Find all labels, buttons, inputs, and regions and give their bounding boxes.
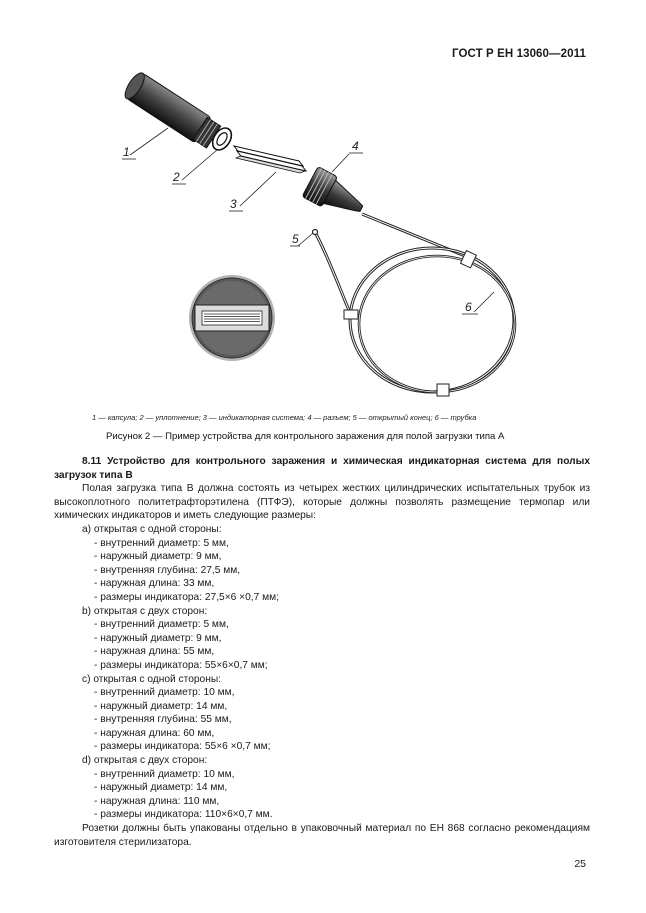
list-item: - наружная длина: 55 мм, (94, 646, 215, 658)
list-item: - внутренний диаметр: 5 мм, (94, 537, 229, 549)
capsule-drawing (122, 70, 222, 150)
callout-1 (122, 128, 168, 159)
figure-device-diagram (0, 0, 646, 410)
callout-label-1: 1 (123, 145, 130, 159)
callout-label-4: 4 (352, 139, 359, 153)
list-item: - наружная длина: 110 мм, (94, 795, 220, 807)
list-item: - наружный диаметр: 14 мм, (94, 782, 228, 794)
list-item: - наружный диаметр: 9 мм, (94, 551, 222, 563)
group-a-label: a) открытая с одной стороны: (82, 523, 222, 535)
indicator-inset-drawing (192, 278, 272, 358)
figure-caption: Рисунок 2 — Пример устройства для контрольного заражения для полой загрузки типа А (106, 431, 505, 442)
group-b-label: b) открытая с двух сторон: (82, 605, 208, 617)
callout-6 (462, 292, 494, 314)
list-item: - размеры индикатора: 55×6 ×0,7 мм; (94, 741, 271, 753)
section-title: 8.11 Устройство для контрольного заражения и химическая индикаторная система для полых загрузок типа В (54, 456, 590, 481)
list-item: - внутренний диаметр: 10 мм, (94, 768, 235, 780)
indicator-system-drawing (234, 146, 306, 173)
list-item: - внутренняя глубина: 27,5 мм, (94, 564, 241, 576)
callout-label-2: 2 (173, 170, 180, 184)
list-item: - размеры индикатора: 55×6×0,7 мм; (94, 659, 268, 671)
list-item: - наружная длина: 60 мм, (94, 727, 215, 739)
callout-label-5: 5 (292, 232, 299, 246)
callout-3 (229, 172, 276, 211)
tube-drawing (313, 214, 516, 396)
section-closing: Розетки должны быть упакованы отдельно в упаковочный материал по ЕН 868 согласно рекомендациям изготовителя стерилизатора. (54, 823, 590, 848)
figure-legend: 1 — капсула; 2 — уплотнение; 3 — индикаторная система; 4 — разъем; 5 — открытый конец; 6 — трубка (92, 413, 477, 422)
group-d-label: d) открытая с двух сторон: (82, 755, 208, 767)
section-8-11 (54, 455, 590, 849)
section-intro: Полая загрузка типа В должна состоять из четырех жестких цилиндрических испытательных трубок из высокоплотного политетрафторэтилена (ПТФЭ), которые должны позволять размещение термопар или химических индикаторов и иметь следующие размеры: (54, 483, 590, 522)
callout-2 (172, 150, 217, 184)
list-item: - размеры индикатора: 27,5×6 ×0,7 мм; (94, 591, 279, 603)
callout-4 (332, 139, 363, 172)
list-item: - внутренний диаметр: 5 мм, (94, 619, 229, 631)
list-item: - размеры индикатора: 110×6×0,7 мм. (94, 809, 273, 821)
group-c-label: c) открытая с одной стороны: (82, 673, 221, 685)
callout-label-3: 3 (230, 197, 237, 211)
list-item: - наружная длина: 33 мм, (94, 578, 215, 590)
list-item: - внутренний диаметр: 10 мм, (94, 687, 235, 699)
list-item: - наружный диаметр: 14 мм, (94, 700, 228, 712)
list-item: - внутренняя глубина: 55 мм, (94, 714, 232, 726)
document-code: ГОСТ Р ЕН 13060—2011 (451, 48, 586, 60)
connector-drawing (302, 167, 369, 224)
callout-5 (290, 232, 313, 246)
callout-label-6: 6 (465, 300, 472, 314)
list-item: - наружный диаметр: 9 мм, (94, 632, 222, 644)
page-number: 25 (574, 858, 586, 870)
